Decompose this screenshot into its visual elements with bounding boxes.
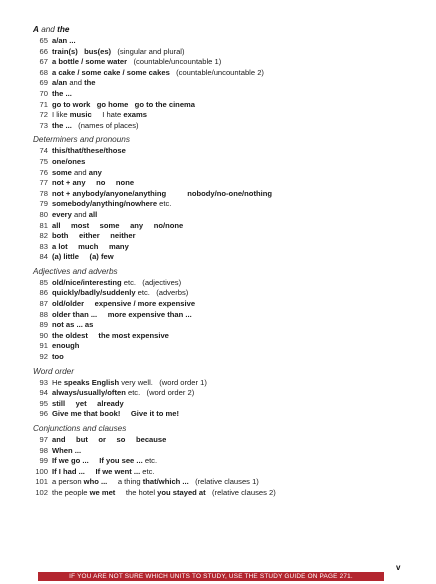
unit-entry[interactable] <box>33 189 423 200</box>
unit-title-note: etc. <box>157 199 172 209</box>
unit-title-bold: that/which ... <box>142 477 189 487</box>
unit-title-bold: you stayed at <box>157 487 206 497</box>
study-guide-banner: IF YOU ARE NOT SURE WHICH UNITS TO STUDY, USE THE STUDY GUIDE ON PAGE 271. <box>38 572 384 581</box>
unit-entry[interactable] <box>33 320 423 331</box>
unit-title-note: and <box>71 209 89 219</box>
unit-number: 96 <box>39 409 48 419</box>
unit-title-bold: train(s) bus(es) <box>52 46 112 56</box>
unit-entry[interactable] <box>33 89 423 100</box>
unit-number: 95 <box>39 398 48 408</box>
unit-title-bold: the ... <box>52 120 72 130</box>
unit-title-bold: the <box>84 78 96 88</box>
unit-entry[interactable] <box>33 178 423 189</box>
unit-title-bold: always/usually/often <box>52 388 126 398</box>
unit-title-note: I like <box>52 110 70 120</box>
unit-title-bold: Give me that book! Give it to me! <box>52 409 180 419</box>
unit-entry[interactable] <box>33 310 423 321</box>
unit-title-bold: not + any no none <box>52 178 135 188</box>
unit-number: 66 <box>39 46 48 56</box>
unit-title-bold: quickly/badly/suddenly <box>52 288 136 298</box>
unit-number: 87 <box>39 299 48 309</box>
unit-number: 86 <box>39 288 48 298</box>
unit-title-bold: a bottle / some water <box>52 57 128 67</box>
unit-title-note: etc. (adjectives) <box>121 277 182 287</box>
unit-title-bold: all most some any no/none <box>52 220 184 230</box>
unit-title-bold: a lot much many <box>52 241 129 251</box>
unit-title-note: etc. <box>142 456 158 466</box>
unit-number: 82 <box>39 231 48 241</box>
unit-title-note: etc. <box>140 466 155 476</box>
unit-number: 88 <box>39 309 48 319</box>
unit-title-bold: somebody/anything/nowhere <box>52 199 158 209</box>
unit-title-bold: a/an ... <box>52 36 76 45</box>
unit-title-bold: and but or so because <box>52 435 167 444</box>
unit-number: 71 <box>39 99 48 109</box>
unit-entry[interactable] <box>33 278 423 289</box>
unit-number: 92 <box>39 352 48 362</box>
unit-entry[interactable] <box>33 467 423 478</box>
unit-number: 77 <box>39 178 48 188</box>
unit-title-bold: not + anybody/anyone/anything nobody/no-one/nothing <box>52 188 272 198</box>
unit-title-bold: (a) little (a) few <box>52 252 114 262</box>
section-heading <box>33 24 423 36</box>
unit-number: 84 <box>39 252 48 262</box>
contents-section <box>33 24 423 131</box>
unit-entry[interactable] <box>33 288 423 299</box>
unit-number: 101 <box>35 477 48 487</box>
unit-title-bold: speaks English <box>63 377 120 387</box>
unit-entry[interactable] <box>33 210 423 221</box>
contents-list <box>33 24 423 502</box>
unit-title-bold: one/ones <box>52 156 86 166</box>
unit-entry[interactable] <box>33 446 423 457</box>
unit-title-bold: some <box>52 167 72 177</box>
unit-title-note: the people <box>52 487 90 497</box>
unit-title-bold: music <box>69 110 92 120</box>
unit-number: 81 <box>39 220 48 230</box>
unit-entry[interactable] <box>33 68 423 79</box>
unit-number: 85 <box>39 277 48 287</box>
unit-number: 74 <box>39 146 48 156</box>
unit-title-note: etc. (word order 2) <box>125 388 195 398</box>
unit-number: 93 <box>39 377 48 387</box>
page-number: v <box>396 563 401 572</box>
unit-entry[interactable] <box>33 456 423 467</box>
unit-title-note: (names of places) <box>71 120 139 130</box>
unit-title-bold: go to work go home go to the cinema <box>52 99 196 109</box>
contents-section <box>33 134 423 263</box>
section-heading: Word order <box>33 366 74 376</box>
heading-bold-part: the <box>57 25 70 34</box>
unit-entry[interactable] <box>33 78 423 89</box>
unit-number: 97 <box>39 435 48 444</box>
unit-title-bold: a cake / some cake / some cakes <box>52 67 170 77</box>
unit-title-bold: the ... <box>52 88 72 98</box>
contents-section <box>33 423 423 499</box>
unit-number: 79 <box>39 199 48 209</box>
unit-entry[interactable] <box>33 221 423 232</box>
unit-entry[interactable] <box>33 399 423 410</box>
unit-title-bold: we met <box>89 487 116 497</box>
unit-title-bold: still yet already <box>52 398 124 408</box>
unit-entry[interactable] <box>33 110 423 121</box>
unit-entry[interactable] <box>33 231 423 242</box>
unit-title-bold: If we go ... If you see ... <box>52 456 143 466</box>
unit-number: 76 <box>39 167 48 177</box>
unit-entry[interactable] <box>33 100 423 111</box>
unit-entry[interactable] <box>33 409 423 420</box>
unit-title-bold: both either neither <box>52 231 136 241</box>
unit-title-note: He <box>52 377 64 387</box>
unit-title-bold: too <box>52 352 64 362</box>
unit-entry[interactable] <box>33 477 423 488</box>
unit-number: 83 <box>39 241 48 251</box>
unit-number: 67 <box>39 57 48 67</box>
unit-number: 73 <box>39 120 48 130</box>
unit-title-note: a thing <box>107 477 143 487</box>
unit-entry[interactable] <box>33 199 423 210</box>
unit-title-note: (countable/uncountable 1) <box>127 57 222 67</box>
unit-title-bold: every <box>52 209 72 219</box>
unit-title-bold: older than ... more expensive than ... <box>52 309 192 319</box>
unit-entry[interactable] <box>33 47 423 58</box>
unit-entry[interactable] <box>33 388 423 399</box>
unit-title-note: a person <box>52 477 84 487</box>
unit-number: 90 <box>39 330 48 340</box>
unit-entry[interactable] <box>33 341 423 352</box>
unit-number: 69 <box>39 78 48 88</box>
unit-entry[interactable] <box>33 36 423 47</box>
unit-number: 98 <box>39 445 48 455</box>
unit-title-bold: this/that/these/those <box>52 146 126 156</box>
unit-entry[interactable] <box>33 299 423 310</box>
unit-title-note: (singular and plural) <box>111 46 185 56</box>
unit-number: 68 <box>39 67 48 77</box>
unit-number: 102 <box>35 487 48 497</box>
unit-number: 99 <box>39 456 48 466</box>
unit-title-bold: a/an <box>52 78 68 88</box>
unit-entry[interactable] <box>33 57 423 68</box>
unit-number: 91 <box>39 341 48 351</box>
unit-entry[interactable] <box>33 121 423 132</box>
unit-entry[interactable] <box>33 352 423 363</box>
unit-entry[interactable] <box>33 168 423 179</box>
unit-title-note: (relative clauses 1) <box>188 477 259 487</box>
unit-title-note: and <box>67 78 85 88</box>
heading-bold-part: A <box>33 25 39 34</box>
unit-entry[interactable] <box>33 488 423 499</box>
unit-title-bold: not as ... as <box>52 320 94 330</box>
unit-title-note: (relative clauses 2) <box>205 487 276 497</box>
contents-section <box>33 366 423 420</box>
unit-title-note: and <box>71 167 89 177</box>
unit-title-note: I hate <box>91 110 124 120</box>
unit-entry[interactable] <box>33 242 423 253</box>
unit-entry[interactable] <box>33 157 423 168</box>
unit-entry[interactable] <box>33 146 423 157</box>
unit-title-note: (countable/uncountable 2) <box>169 67 264 77</box>
unit-title-bold: When ... <box>52 445 82 455</box>
unit-title-bold: old/older expensive / more expensive <box>52 299 196 309</box>
unit-title-bold: exams <box>123 110 148 120</box>
unit-number: 70 <box>39 88 48 98</box>
unit-title-bold: the oldest the most expensive <box>52 330 169 340</box>
unit-number: 94 <box>39 388 48 398</box>
heading-plain-part: and <box>38 25 58 34</box>
unit-entry[interactable] <box>33 252 423 263</box>
unit-title-bold: any <box>88 167 102 177</box>
section-heading: Adjectives and adverbs <box>33 266 118 276</box>
unit-title-bold: enough <box>52 341 80 351</box>
unit-number: 80 <box>39 209 48 219</box>
unit-title-note: etc. (adverbs) <box>135 288 189 298</box>
unit-title-bold: all <box>88 209 98 219</box>
unit-entry[interactable] <box>33 435 423 446</box>
unit-number: 72 <box>39 110 48 120</box>
unit-number: 75 <box>39 156 48 166</box>
unit-number: 65 <box>39 36 48 45</box>
section-heading: Conjunctions and clauses <box>33 424 127 433</box>
unit-title-note: very well. (word order 1) <box>119 377 207 387</box>
unit-title-note: the hotel <box>115 487 158 497</box>
unit-entry[interactable] <box>33 331 423 342</box>
unit-number: 78 <box>39 188 48 198</box>
section-heading: Determiners and pronouns <box>33 135 130 145</box>
unit-number: 100 <box>35 466 48 476</box>
unit-title-bold: who ... <box>83 477 108 487</box>
unit-title-bold: old/nice/interesting <box>52 277 122 287</box>
unit-entry[interactable] <box>33 378 423 389</box>
contents-section <box>33 266 423 363</box>
unit-number: 89 <box>39 320 48 330</box>
unit-title-bold: If I had ... If we went ... <box>52 466 141 476</box>
